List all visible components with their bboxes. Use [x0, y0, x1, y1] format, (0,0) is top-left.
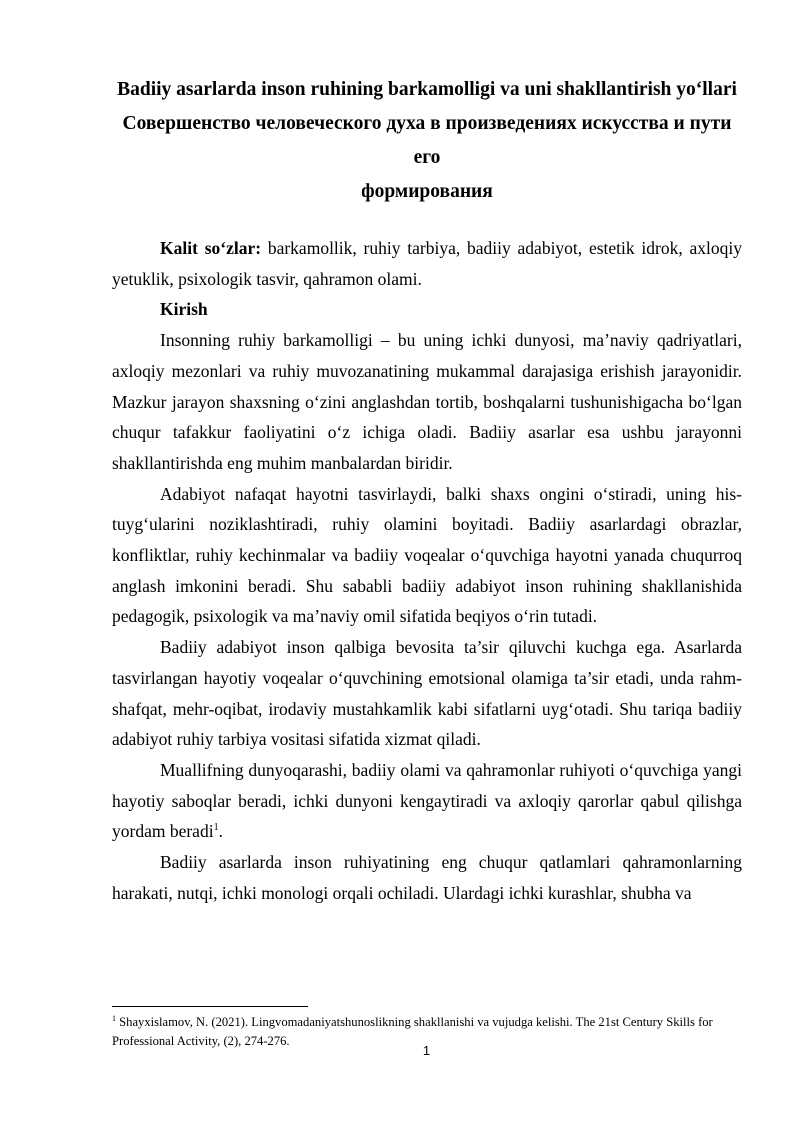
body-paragraph-5: Badiiy asarlarda inson ruhiyatining eng chuqur qatlamlari qahramonlarning harakati, nutqi, ichki monologi orqali ochiladi. Ulardagi ichki kurashlar, shubha va — [112, 852, 742, 903]
page-content — [112, 73, 742, 908]
title-russian-line-1: Совершенство человеческого духа в произведениях искусства и пути его — [122, 113, 732, 168]
footnote-mark: 1 — [112, 1013, 116, 1023]
footnote-reference[interactable]: 1 — [213, 822, 219, 834]
keywords-label: Kalit so‘zlar: — [160, 238, 262, 258]
keywords-paragraph — [112, 233, 742, 294]
title-russian-line-2: формирования — [361, 181, 493, 202]
document-title — [112, 73, 742, 209]
body-paragraph-2: Adabiyot nafaqat hayotni tasvirlaydi, balki shaxs ongini o‘stiradi, uning his-tuyg‘ularini noziklashtiradi, ruhiy olamini boyitadi. Badiiy asarlardagi obrazlar, konfliktlar, ruhiy kechinmalar va badiiy voqealar o‘quvchiga hayotni yanada chuqurroq anglash imkonini beradi. Shu sababli badiiy adabiyot inson ruhining shakllanishida pedagogik, psixologik va ma’naviy omil sifatida beqiyos o‘rin tutadi. — [112, 483, 742, 627]
title-uzbek: Badiiy asarlarda inson ruhining barkamolligi va uni shakllantirish yo‘llari — [117, 79, 737, 100]
page-number: 1 — [422, 1043, 431, 1058]
keywords-text: barkamollik, ruhiy tarbiya, badiiy adabiyot, estetik idrok, axloqiy yetuklik, psixologik tasvir, qahramon olami. — [112, 238, 742, 289]
footnote-text: Shayxislamov, N. (2021). Lingvomadaniyatshunoslikning shakllanishi va vujudga kelishi. The 21st Century Skills for Professional Activity, (2), 274-276. — [112, 1015, 713, 1048]
body-paragraph-4-text: Muallifning dunyoqarashi, badiiy olami va qahramonlar ruhiyoti o‘quvchiga yangi hayotiy saboqlar beradi, ichki dunyoni kengaytiradi va axloqiy qarorlar qabul qilishga yordam beradi — [112, 759, 742, 842]
section-heading-intro: Kirish — [160, 299, 208, 320]
footnote-separator — [112, 1006, 308, 1007]
body-paragraph-3: Badiiy adabiyot inson qalbiga bevosita ta’sir qiluvchi kuchga ega. Asarlarda tasvirlangan hayotiy voqealar o‘quvchining emotsional olamiga ta’sir etadi, unda rahm-shafqat, mehr-oqibat, irodaviy mustahkamlik kabi sifatlarni uyg‘otadi. Shu tariqa badiiy adabiyot ruhiy tarbiya vositasi sifatida xizmat qiladi. — [112, 637, 742, 750]
body-paragraph-4-end: . — [218, 821, 223, 842]
body-paragraph-1: Insonning ruhiy barkamolligi – bu uning ichki dunyosi, ma’naviy qadriyatlari, axloqiy mezonlari va ruhiy muvozanatining mukammal darajasiga erishish jarayonidir. Mazkur jarayon shaxsning o‘zini anglashdan tortib, boshqalarni tushunishigacha bo‘lgan chuqur tafakkur faoliyatini o‘z ichiga oladi. Badiiy asarlar esa ushbu jarayonni shakllantirishda eng muhim manbalardan biridir. — [112, 330, 742, 473]
body-paragraph-4 — [112, 755, 742, 847]
